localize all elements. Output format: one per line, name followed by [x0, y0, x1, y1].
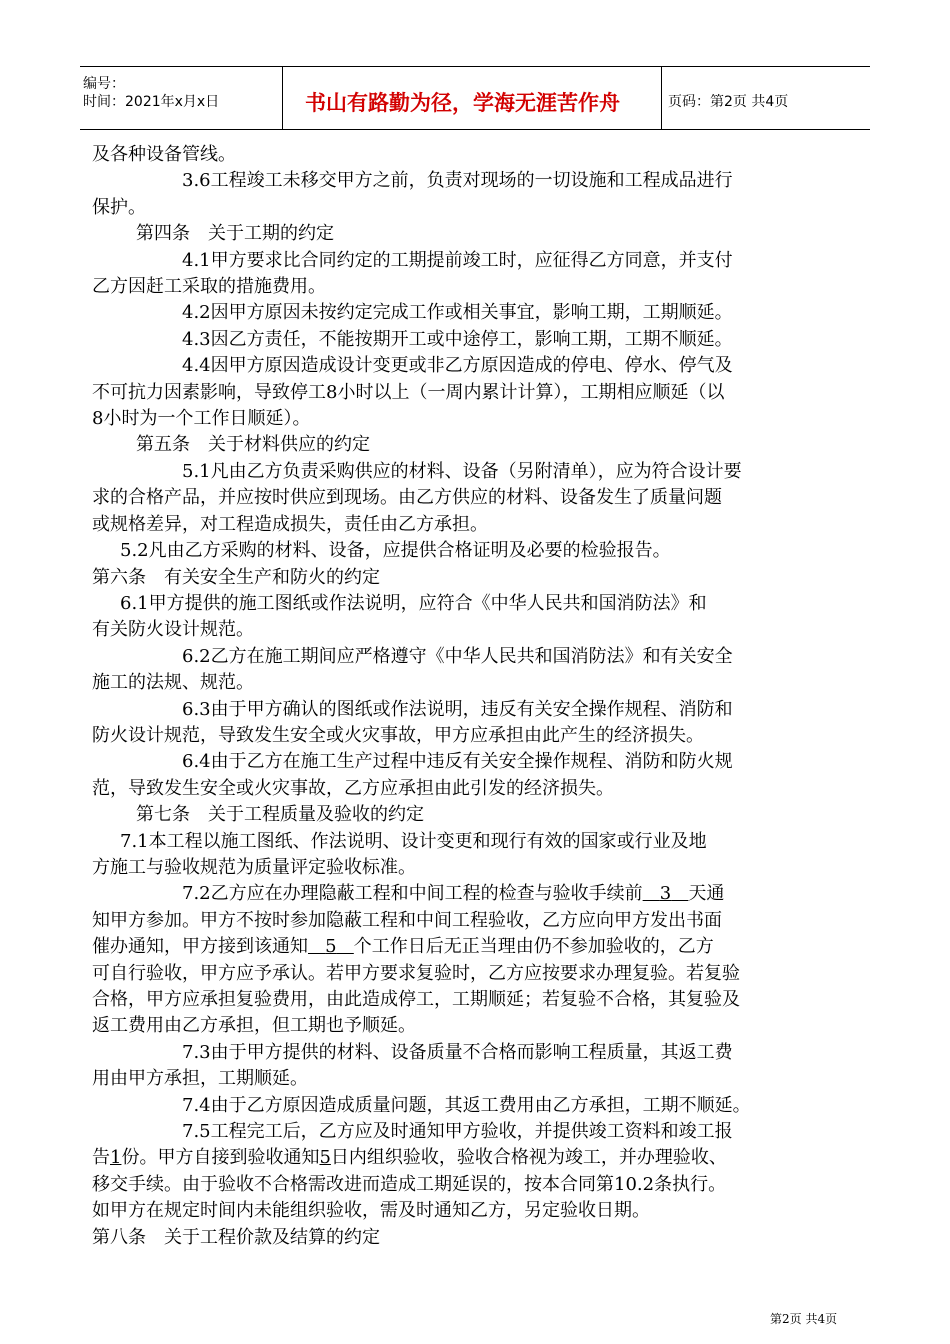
document-time-label: 时间：2021年x月x日 [83, 94, 220, 110]
clause-6-2: 6.2乙方在施工期间应严格遵守《中华人民共和国消防法》和有关安全 [182, 645, 733, 667]
header-page-cell [662, 67, 870, 129]
clause-6-1: 6.1甲方提供的施工图纸或作法说明，应符合《中华人民共和国消防法》和 [120, 592, 707, 614]
header-meta [80, 67, 282, 129]
clause-4-3: 4.3因乙方责任，不能按期开工或中途停工，影响工期，工期不顺延。 [182, 328, 733, 350]
text-line: 可自行验收，甲方应予承认。若甲方要求复验时，乙方应按要求办理复验。若复验 [92, 962, 740, 984]
document-body [92, 142, 862, 1251]
text-line [92, 1145, 862, 1171]
text-line: 用由甲方承担，工期顺延。 [92, 1068, 308, 1090]
text-segment: 告 [92, 1147, 110, 1169]
text-line: 范，导致发生安全或火灾事故，乙方应承担由此引发的经济损失。 [92, 777, 614, 799]
clause-7-4: 7.4由于乙方原因造成质量问题，其返工费用由乙方承担，工期不顺延。 [182, 1094, 751, 1116]
article-5-heading: 第五条 关于材料供应的约定 [136, 434, 370, 456]
article-6-heading: 第六条 有关安全生产和防火的约定 [92, 566, 380, 588]
clause-7-2 [92, 881, 862, 907]
blank-value: 3 [659, 883, 672, 905]
clause-3-6: 3.6工程竣工未移交甲方之前，负责对现场的一切设施和工程成品进行 [182, 170, 733, 192]
header-motto-cell [282, 67, 662, 129]
clause-7-1: 7.1本工程以施工图纸、作法说明、设计变更和现行有效的国家或行业及地 [120, 830, 707, 852]
clause-4-2: 4.2因甲方原因未按约定完成工作或相关事宜，影响工期，工期顺延。 [182, 302, 733, 324]
text-line: 如甲方在规定时间内未能组织验收，需及时通知乙方，另定验收日期。 [92, 1200, 650, 1222]
text-segment: 个工作日后无正当理由仍不参加验收的，乙方 [353, 936, 714, 958]
blank-acceptance-days: 5 [319, 1147, 331, 1169]
clause-5-1: 5.1凡由乙方负责采购供应的材料、设备（另附清单），应为符合设计要 [182, 460, 742, 482]
article-8-heading: 第八条 关于工程价款及结算的约定 [92, 1226, 380, 1248]
text-line: 或规格差异，对工程造成损失，责任由乙方承担。 [92, 513, 488, 535]
blank-days-notice [643, 883, 689, 904]
text-line: 返工费用由乙方承担，但工期也予顺延。 [92, 1015, 416, 1037]
text-segment: 7.2乙方应在办理隐蔽工程和中间工程的检查与验收手续前 [182, 883, 643, 905]
blank-value: 5 [325, 936, 337, 958]
article-7-heading: 第七条 关于工程质量及验收的约定 [136, 804, 424, 826]
clause-4-1: 4.1甲方要求比合同约定的工期提前竣工时，应征得乙方同意，并支付 [182, 249, 733, 271]
text-line: 不可抗力因素影响，导致停工8小时以上（一周内累计计算），工期相应顺延（以 [92, 381, 725, 403]
text-segment: 催办通知，甲方接到该通知 [92, 936, 308, 958]
text-line: 防火设计规范，导致发生安全或火灾事故，甲方应承担由此产生的经济损失。 [92, 724, 704, 746]
text-line [92, 934, 862, 960]
page-footer: 第2页 共4页 [770, 1312, 838, 1326]
text-line: 乙方因赶工采取的措施费用。 [92, 276, 326, 298]
clause-7-5: 7.5工程完工后，乙方应及时通知甲方验收，并提供竣工资料和竣工报 [182, 1121, 733, 1143]
text-line: 8小时为一个工作日顺延）。 [92, 408, 311, 430]
text-line: 及各种设备管线。 [92, 144, 236, 165]
page-header [80, 66, 870, 130]
text-segment: 份。甲方自接到验收通知 [121, 1147, 320, 1169]
clause-5-2: 5.2凡由乙方采购的材料、设备，应提供合格证明及必要的检验报告。 [120, 540, 671, 562]
text-line: 合格，甲方应承担复验费用，由此造成停工，工期顺延；若复验不合格，其复验及 [92, 989, 740, 1010]
blank-copies: 1 [110, 1147, 122, 1169]
text-line: 移交手续。由于验收不合格需改进而造成工期延误的，按本合同第10.2条执行。 [92, 1173, 727, 1195]
clause-6-4: 6.4由于乙方在施工生产过程中违反有关安全操作规程、消防和防火规 [182, 751, 733, 773]
header-page-number: 页码：第2页 共4页 [668, 94, 789, 110]
blank-working-days [308, 936, 354, 957]
clause-7-3: 7.3由于甲方提供的材料、设备质量不合格而影响工程质量，其返工费 [182, 1041, 733, 1063]
clause-4-4: 4.4因甲方原因造成设计变更或非乙方原因造成的停电、停水、停气及 [182, 355, 733, 377]
text-line: 方施工与验收规范为质量评定验收标准。 [92, 856, 416, 878]
document-number-label: 编号： [83, 76, 125, 92]
text-line: 施工的法规、规范。 [92, 672, 254, 694]
text-segment: 天通 [688, 883, 725, 905]
text-line: 有关防火设计规范。 [92, 619, 254, 641]
clause-6-3: 6.3由于甲方确认的图纸或作法说明，违反有关安全操作规程、消防和 [182, 698, 733, 720]
text-segment: 日内组织验收，验收合格视为竣工，并办理验收、 [330, 1147, 727, 1169]
text-line: 求的合格产品，并应按时供应到现场。由乙方供应的材料、设备发生了质量问题 [92, 487, 722, 509]
text-line: 知甲方参加。甲方不按时参加隐蔽工程和中间工程验收，乙方应向甲方发出书面 [92, 909, 722, 931]
header-motto: 书山有路勤为径，学海无涯苦作舟 [305, 91, 620, 115]
article-4-heading: 第四条 关于工期的约定 [136, 223, 334, 245]
text-line: 保护。 [92, 196, 146, 218]
